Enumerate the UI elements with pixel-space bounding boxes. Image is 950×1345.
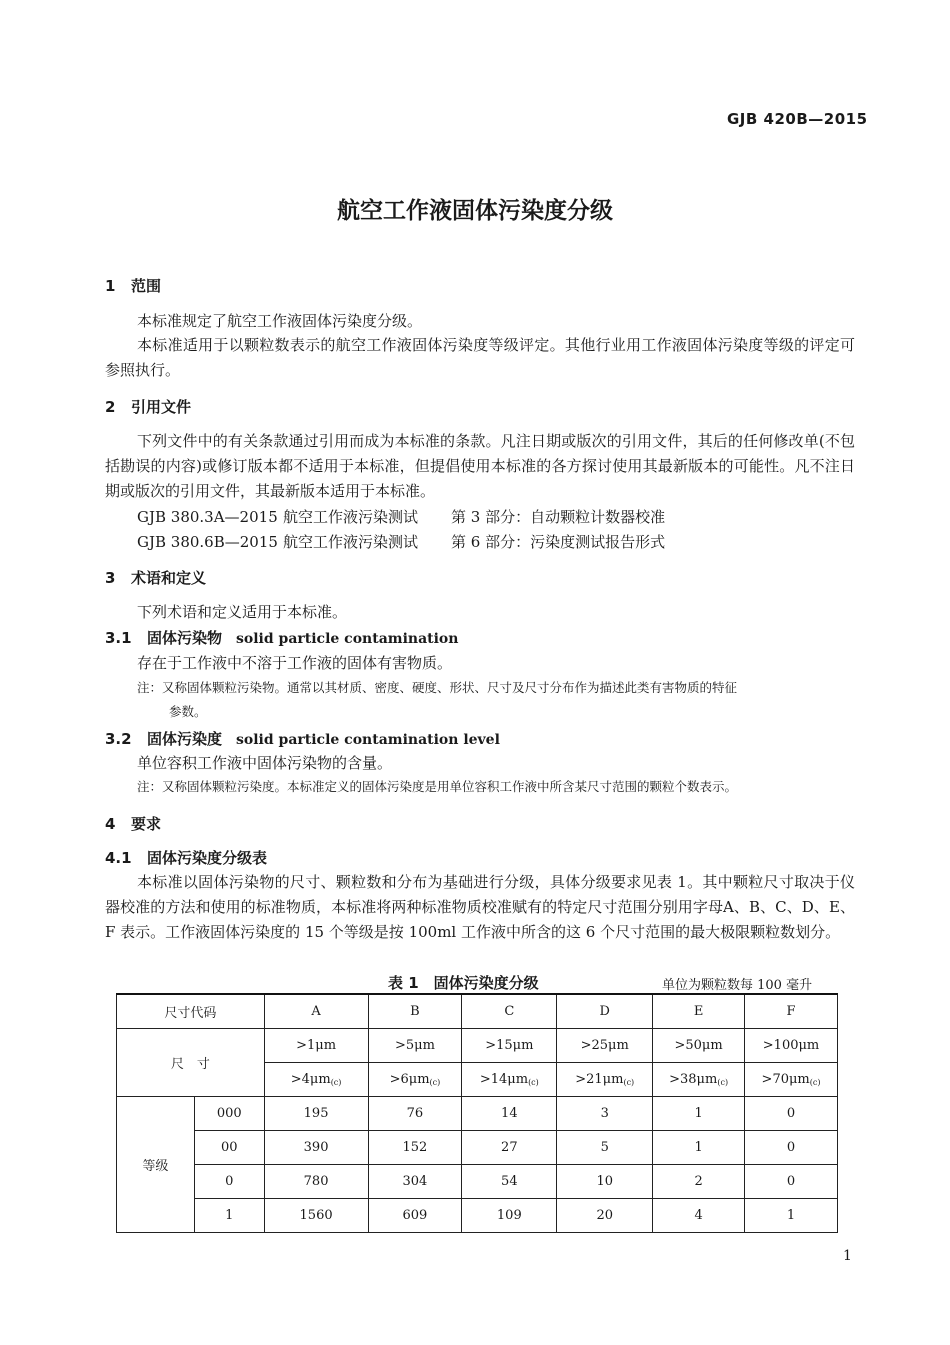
subsection-number: 4.1: [105, 849, 132, 867]
term-3-1-note: [137, 676, 852, 724]
value-cell: 609: [368, 1199, 462, 1233]
value-cell: 780: [264, 1165, 368, 1199]
value-cell: 4: [653, 1199, 745, 1233]
standard-code: GJB 420B—2015: [727, 110, 868, 128]
section-title: 术语和定义: [131, 569, 207, 587]
reference-2: [137, 531, 665, 552]
value-cell: 2: [653, 1165, 745, 1199]
note-line-2: 参数。: [169, 704, 207, 719]
section-number: 4: [105, 815, 116, 833]
value-cell: 1: [653, 1097, 745, 1131]
size-row-1: [117, 1029, 838, 1063]
section-3-heading: [105, 567, 206, 588]
term-3-1-definition: 存在于工作液中不溶于工作液的固体有害物质。: [137, 654, 453, 672]
value-cell: 195: [264, 1097, 368, 1131]
page-title: 航空工作液固体污染度分级: [337, 198, 613, 224]
value-cell: 27: [462, 1131, 557, 1165]
value-cell: 5: [557, 1131, 653, 1165]
value-cell: 14: [462, 1097, 557, 1131]
value-cell: 1: [745, 1199, 838, 1233]
value-cell: 76: [368, 1097, 462, 1131]
reference-part: 第 6 部分：污染度测试报告形式: [451, 533, 666, 551]
size-cell: >25μm: [557, 1029, 653, 1063]
size-cell: $>6\mu m_{(c)}$: [368, 1063, 462, 1097]
size-cell: $>70\mu m_{(c)}$: [745, 1063, 838, 1097]
value-cell: 109: [462, 1199, 557, 1233]
code-cell: B: [368, 994, 462, 1029]
note-line-1: 注：又称固体颗粒污染物。通常以其材质、密度、硬度、形状、尺寸及尺寸分布作为描述此类有害物质的特征: [137, 680, 738, 695]
sec4-paragraph-1: 本标准以固体污染物的尺寸、颗粒数和分布为基础进行分级，具体分级要求见表 1。其中颗粒尺寸取决于仪器校准的方法和使用的标准物质，本标准将两种标准物质校准赋有的特定尺寸范围分别用字母A、B、C、D、E、F 表示。工作液固体污染度的 15 个等级是按 100ml 工作液中所含的这 6 个尺寸范围的最大极限颗粒数划分。: [105, 873, 855, 941]
term-3-1-heading: [105, 627, 458, 648]
size-cell: $>4\mu m_{(c)}$: [264, 1063, 368, 1097]
term-name: 固体污染度: [147, 730, 223, 748]
level-cell: 1: [194, 1199, 264, 1233]
value-cell: 152: [368, 1131, 462, 1165]
size-code-header: 尺寸代码: [117, 994, 265, 1029]
term-number: 3.1: [105, 629, 132, 647]
level-cell: 000: [194, 1097, 264, 1131]
term-3-2-heading: [105, 728, 500, 749]
size-cell: >100μm: [745, 1029, 838, 1063]
code-cell: D: [557, 994, 653, 1029]
term-english: solid particle contamination level: [236, 732, 500, 748]
section-4-1-heading: [105, 847, 267, 868]
sec1-paragraph-2: 本标准适用于以颗粒数表示的航空工作液固体污染度等级评定。其他行业用工作液固体污染度等级的评定可参照执行。: [105, 336, 855, 379]
table-header-row: [117, 994, 838, 1029]
size-cell: $>21\mu m_{(c)}$: [557, 1063, 653, 1097]
sec2-paragraph-1: 下列文件中的有关条款通过引用而成为本标准的条款。凡注日期或版次的引用文件，其后的任何修改单(不包括勘误的内容)或修订版本都不适用于本标准，但提倡使用本标准的各方探讨使用其最新版本的可能性。凡不注日期或版次的引用文件，其最新版本适用于本标准。: [105, 432, 855, 500]
size-cell: $>14\mu m_{(c)}$: [462, 1063, 557, 1097]
table-row: [117, 1131, 838, 1165]
section-1-heading: [105, 275, 161, 296]
calibration-mark: (c): [330, 1078, 342, 1087]
code-cell: A: [264, 994, 368, 1029]
calibration-mark: (c): [717, 1078, 729, 1087]
size-header: 尺 寸: [117, 1029, 265, 1097]
calibration-mark: (c): [528, 1078, 539, 1087]
reference-part: 第 3 部分：自动颗粒计数器校准: [451, 508, 666, 526]
subsection-title: 固体污染度分级表: [147, 849, 268, 867]
section-title: 引用文件: [131, 398, 192, 416]
size-cell: >5μm: [368, 1029, 462, 1063]
value-cell: 1: [653, 1131, 745, 1165]
section-number: 2: [105, 398, 116, 416]
reference-name: 航空工作液污染测试: [283, 533, 419, 551]
value-cell: 54: [462, 1165, 557, 1199]
section-number: 3: [105, 569, 116, 587]
term-number: 3.2: [105, 730, 132, 748]
term-name: 固体污染物: [147, 629, 223, 647]
code-cell: C: [462, 994, 557, 1029]
section-title: 范围: [131, 277, 162, 295]
value-cell: 304: [368, 1165, 462, 1199]
table-caption: 表 1 固体污染度分级: [388, 974, 539, 992]
calibration-mark: (c): [623, 1078, 635, 1087]
reference-code: GJB 380.6B—2015: [137, 533, 278, 551]
section-title: 要求: [131, 815, 162, 833]
level-cell: 0: [194, 1165, 264, 1199]
term-3-2-definition: 单位容积工作液中固体污染物的含量。: [137, 754, 393, 772]
size-cell: >50μm: [653, 1029, 745, 1063]
reference-name: 航空工作液污染测试: [283, 508, 419, 526]
code-cell: E: [653, 994, 745, 1029]
value-cell: 0: [745, 1131, 838, 1165]
reference-1: [137, 506, 665, 527]
sec1-paragraph-1: 本标准规定了航空工作液固体污染度分级。: [137, 312, 423, 330]
page-number: 1: [843, 1248, 852, 1264]
table-unit: 单位为颗粒数每 100 毫升: [662, 978, 813, 993]
sec3-paragraph-1: 下列术语和定义适用于本标准。: [137, 603, 348, 621]
calibration-mark: (c): [429, 1078, 441, 1087]
size-cell: >15μm: [462, 1029, 557, 1063]
calibration-mark: (c): [809, 1078, 821, 1087]
table-row: [117, 1199, 838, 1233]
value-cell: 0: [745, 1097, 838, 1131]
section-number: 1: [105, 277, 116, 295]
term-english: solid particle contamination: [236, 631, 459, 647]
value-cell: 3: [557, 1097, 653, 1131]
term-3-2-note: 注：又称固体颗粒污染度。本标准定义的固体污染度是用单位容积工作液中所含某尺寸范围的颗粒个数表示。: [137, 779, 738, 794]
value-cell: 10: [557, 1165, 653, 1199]
value-cell: 20: [557, 1199, 653, 1233]
level-cell: 00: [194, 1131, 264, 1165]
code-cell: F: [745, 994, 838, 1029]
class-header: 等级: [117, 1097, 195, 1233]
size-cell: >1μm: [264, 1029, 368, 1063]
contamination-table: [116, 993, 838, 1233]
value-cell: 0: [745, 1165, 838, 1199]
section-2-heading: [105, 396, 191, 417]
table-row: [117, 1097, 838, 1131]
size-cell: $>38\mu m_{(c)}$: [653, 1063, 745, 1097]
table-row: [117, 1165, 838, 1199]
reference-code: GJB 380.3A—2015: [137, 508, 278, 526]
value-cell: 1560: [264, 1199, 368, 1233]
section-4-heading: [105, 813, 161, 834]
value-cell: 390: [264, 1131, 368, 1165]
